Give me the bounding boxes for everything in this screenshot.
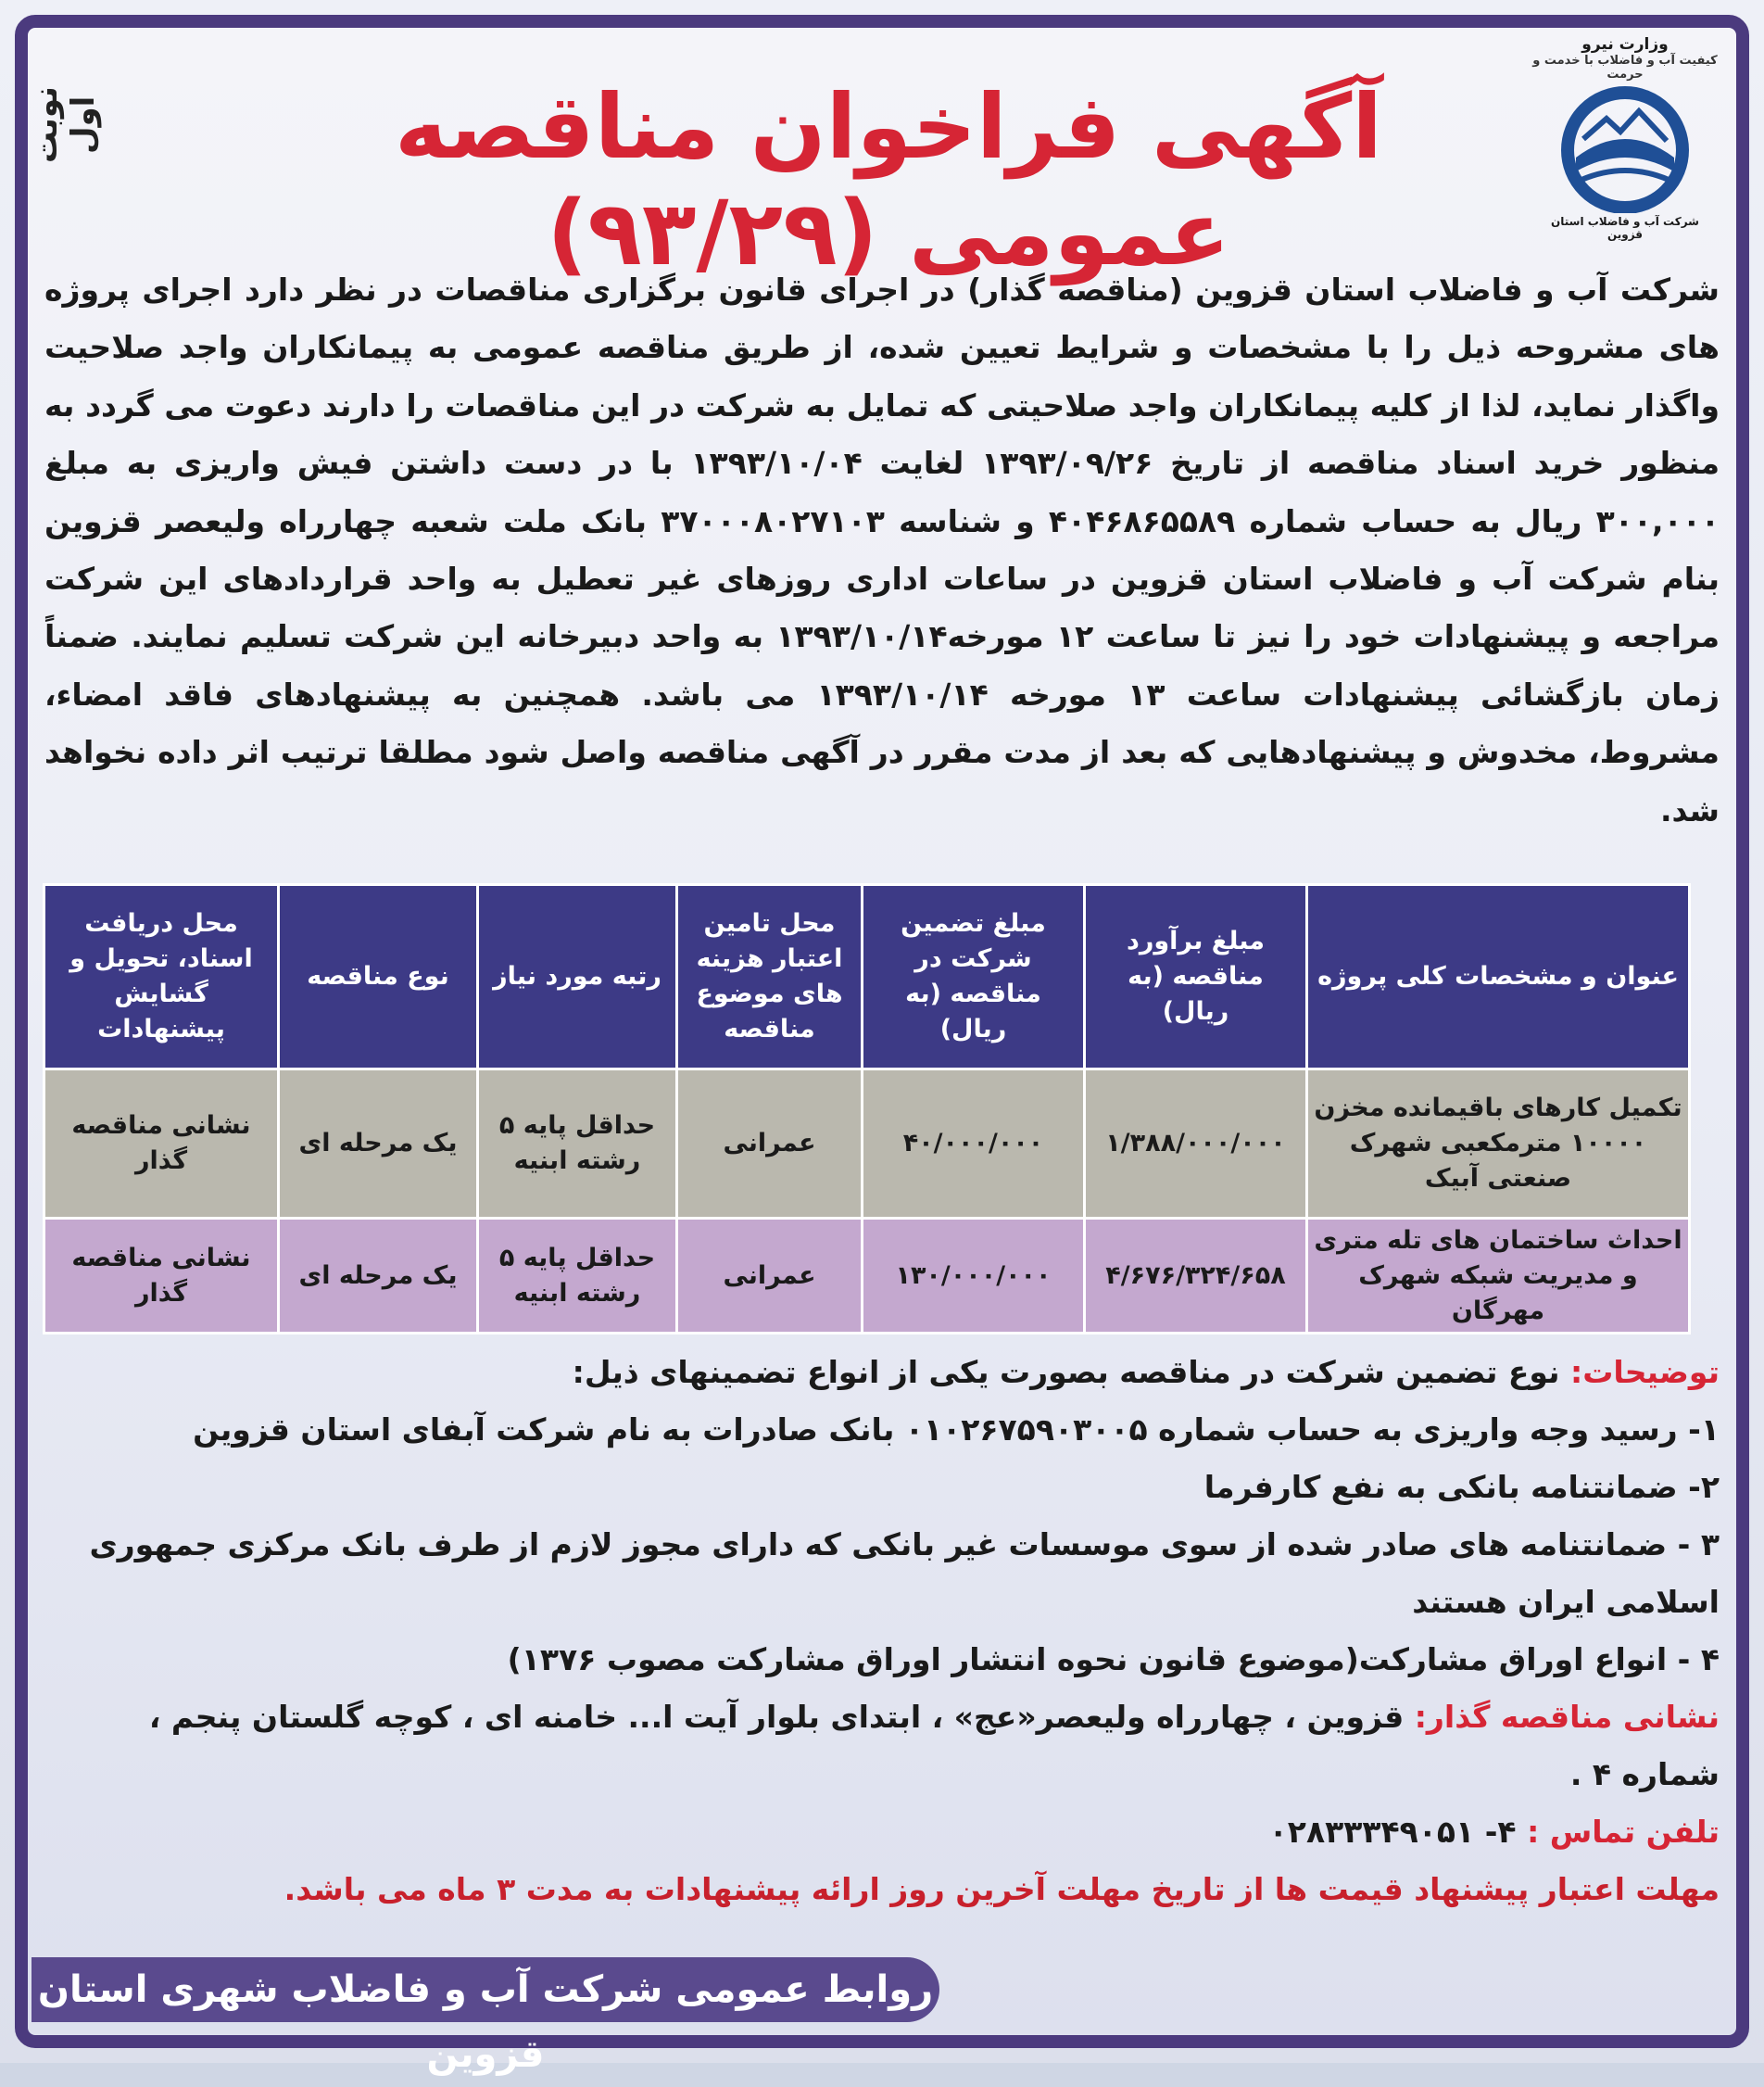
- cell-estimate: ۴/۶۷۶/۳۲۴/۶۵۸: [1085, 1219, 1307, 1334]
- cell-funding: عمرانی: [677, 1069, 863, 1219]
- col-tender-type: نوع مناقصه: [279, 885, 478, 1069]
- intro-paragraph: [44, 261, 1720, 840]
- address-label: نشانی مناقصه گذار:: [1414, 1699, 1720, 1735]
- cell-tender-type: یک مرحله ای: [279, 1219, 478, 1334]
- cell-guarantee: ۱۳۰/۰۰۰/۰۰۰: [863, 1219, 1085, 1334]
- round-label: نوبت اول: [28, 86, 102, 164]
- intro-text: شرکت آب و فاضلاب استان قزوین (مناقصه گذار) در اجرای قانون برگزاری مناقصات در نظر دارد اجرای پروژه های مشروحه ذیل را با مشخصات و شرایط تعیین شده، از طریق مناقصه عمومی به پیمانکاران واجد صلاحیت واگذار نماید، لذا از کلیه پیمانکاران واجد صلاحیتی که تمایل به شرکت در این مناقصات را دارند دعوت می گردد به منظور خرید اسناد مناقصه از تاریخ ۱۳۹۳/۰۹/۲۶ لغایت ۱۳۹۳/۱۰/۰۴ با در دست داشتن فیش واریزی به مبلغ ۳۰۰,۰۰۰ ریال به حساب شماره ۴۰۴۶۸۶۵۵۸۹ و شناسه ۳۷۰۰۰۸۰۲۷۱۰۳ بانک ملت شعبه چهارراه ولیعصر قزوین بنام شرکت آب و فاضلاب استان قزوین در ساعات اداری روزهای غیر تعطیل به واحد قراردادهای این شرکت مراجعه و پیشنهادات خود را نیز تا ساعت ۱۲ مورخه۱۳۹۳/۱۰/۱۴ به واحد دبیرخانه این شرکت تسلیم نمایند. ضمناً زمان بازگشائی پیشنهادات ساعت ۱۳ مورخه ۱۳۹۳/۱۰/۱۴ می باشد. همچنین به پیشنهادهای فاقد امضاء، مشروط، مخدوش و پیشنهادهایی که بعد از مدت مقرر در آگهی مناقصه واصل شود مطلقا ترتیب اثر داده نخواهد شد.: [44, 272, 1720, 828]
- footer-banner: روابط عمومی شرکت آب و فاضلاب شهری استان قزوین: [32, 1957, 939, 2022]
- table-row: [44, 1219, 1690, 1334]
- col-funding: محل تامین اعتبار هزینه های موضوع مناقصه: [677, 885, 863, 1069]
- table-header-row: [44, 885, 1690, 1069]
- cell-grade: حداقل پایه ۵ رشته ابنیه: [478, 1069, 677, 1219]
- water-drop-logo-icon: [1556, 83, 1695, 213]
- notes-heading-line: [44, 1344, 1720, 1401]
- phone-line: [44, 1803, 1720, 1861]
- cell-location: نشانی مناقصه گذار: [44, 1219, 279, 1334]
- col-guarantee: مبلغ تضمین شرکت در مناقصه (به ریال): [863, 885, 1085, 1069]
- guarantee-item: ۳ - ضمانتنامه های صادر شده از سوی موسسات غیر بانکی که دارای مجوز لازم از طرف بانک مرکزی جمهوری اسلامی ایران هستند: [89, 1526, 1720, 1620]
- phone-label: تلفن تماس :: [1527, 1814, 1720, 1850]
- col-location: محل دریافت اسناد، تحویل و گشایش پیشنهادات: [44, 885, 279, 1069]
- cell-project-title: تکمیل کارهای باقیمانده مخزن ۱۰۰۰۰ مترمکعبی شهرک صنعتی آبیک: [1307, 1069, 1690, 1219]
- cell-funding: عمرانی: [677, 1219, 863, 1334]
- tender-table: [43, 883, 1691, 1334]
- validity-notice: مهلت اعتبار پیشنهاد قیمت ها از تاریخ مهلت آخرین روز ارائه پیشنهادات به مدت ۳ ماه می باشد.: [284, 1871, 1720, 1907]
- col-estimate: مبلغ برآورد مناقصه (به ریال): [1085, 885, 1307, 1069]
- cell-guarantee: ۴۰/۰۰۰/۰۰۰: [863, 1069, 1085, 1219]
- logo-slogan: کیفیت آب و فاضلاب با خدمت و حرمت: [1532, 54, 1718, 82]
- cell-estimate: ۱/۳۸۸/۰۰۰/۰۰۰: [1085, 1069, 1307, 1219]
- notes-label: توضیحات:: [1570, 1354, 1720, 1390]
- guarantee-item: ۱- رسید وجه واریزی به حساب شماره ۰۱۰۲۶۷۵۹۰۳۰۰۵ بانک صادرات به نام شرکت آبفای استان قزوین: [193, 1411, 1720, 1448]
- company-logo: [1532, 35, 1718, 241]
- logo-company-name: شرکت آب و فاضلاب استان قزوین: [1551, 215, 1699, 241]
- cell-grade: حداقل پایه ۵ رشته ابنیه: [478, 1219, 677, 1334]
- guarantee-item: ۲- ضمانتنامه بانکی به نفع کارفرما: [1203, 1469, 1720, 1505]
- cell-project-title: احداث ساختمان های تله متری و مدیریت شبکه شهرک مهرگان: [1307, 1219, 1690, 1334]
- cell-location: نشانی مناقصه گذار: [44, 1069, 279, 1219]
- page-title: آگهی فراخوان مناقصه عمومی (۹۳/۲۹): [394, 75, 1383, 286]
- cell-tender-type: یک مرحله ای: [279, 1069, 478, 1219]
- guarantee-item: ۴ - انواع اوراق مشارکت(موضوع قانون نحوه انتشار اوراق مشارکت مصوب ۱۳۷۶): [507, 1641, 1720, 1677]
- address-line: [44, 1689, 1720, 1803]
- ministry-label: وزارت نیرو: [1581, 35, 1669, 54]
- col-project-title: عنوان و مشخصات کلی پروژه: [1307, 885, 1690, 1069]
- notes-section: [44, 1344, 1720, 1918]
- phone-number: ۴- ۰۲۸۳۳۳۴۹۰۵۱: [1268, 1814, 1517, 1850]
- address-text: قزوین ، چهارراه ولیعصر«عج» ، ابتدای بلوار آیت ا... خامنه ای ، کوچه گلستان پنجم ، شماره ۴ .: [148, 1699, 1720, 1792]
- col-grade: رتبه مورد نیاز: [478, 885, 677, 1069]
- notes-heading: نوع تضمین شرکت در مناقصه بصورت یکی از انواع تضمینهای ذیل:: [572, 1354, 1560, 1390]
- table-row: [44, 1069, 1690, 1219]
